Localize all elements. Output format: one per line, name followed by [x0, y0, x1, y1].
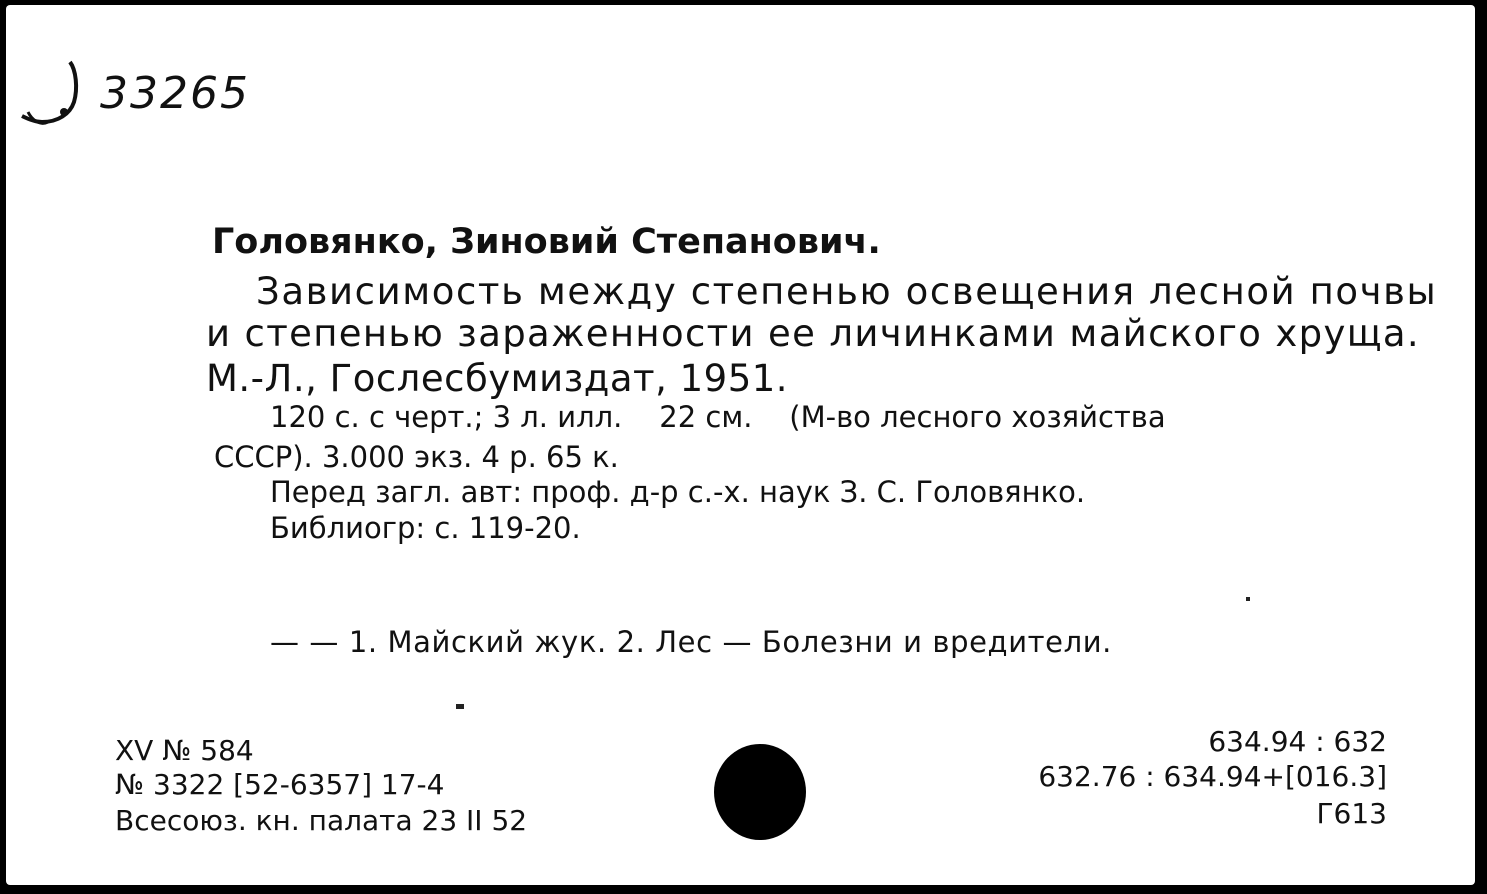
handwritten-accession-number: 33265 [100, 68, 250, 119]
series-note: СССР). 3.000 экз. 4 р. 65 к. [214, 440, 619, 474]
scan-border [1475, 0, 1487, 894]
subject-headings: — — 1. Майский жук. 2. Лес — Болезни и вредители. [270, 625, 1112, 659]
footer-left-line: Всесоюз. кн. палата 23 II 52 [115, 804, 528, 837]
print-speck [1246, 597, 1250, 601]
author-mark: Г613 [1316, 797, 1387, 830]
imprint-line: М.-Л., Гослесбумиздат, 1951. [206, 357, 789, 400]
footer-left-line: XV № 584 [115, 734, 254, 767]
footer-left-line: № 3322 [52-6357] 17-4 [115, 768, 445, 801]
title-line: Зависимость между степенью освещения лесной почвы [256, 270, 1438, 313]
library-stamp-mark [18, 60, 98, 130]
physical-description: 120 с. с черт.; 3 л. илл. 22 см. (М-во лесного хозяйства [270, 400, 1166, 434]
card-punch-hole [714, 744, 806, 840]
bibliography-note: Библиогр: с. 119-20. [270, 511, 581, 545]
title-note: Перед загл. авт: проф. д-р с.-х. наук З. С. Головянко. [270, 475, 1086, 509]
title-line: и степенью зараженности ее личинками майского хруща. [206, 312, 1421, 355]
print-speck [456, 704, 464, 709]
author-heading: Головянко, Зиновий Степанович. [212, 222, 881, 262]
classification-udc: 634.94 : 632 [1208, 725, 1387, 758]
classification-udc: 632.76 : 634.94+[016.3] [1038, 760, 1387, 793]
